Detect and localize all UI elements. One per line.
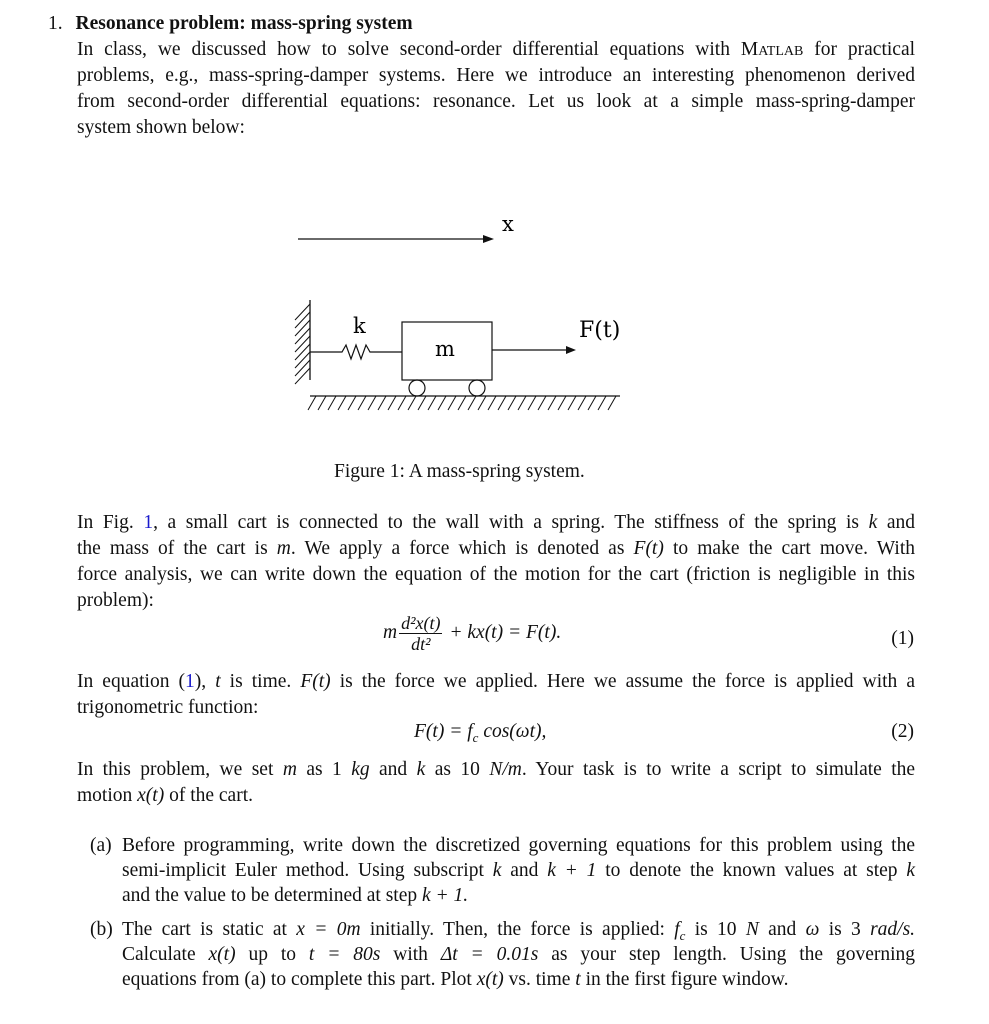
equation-1-number: (1): [891, 628, 914, 649]
cart-wheel-left: [409, 380, 425, 396]
x-arrow-head: [483, 235, 494, 243]
equation-2-number: (2): [891, 721, 914, 742]
matlab-name: Matlab: [740, 39, 804, 60]
para2-line-2: trigonometric function:: [77, 697, 259, 718]
equation-1: m $\frac{\text{d²x(t)}}{\text{dt²}}$ + kx(t) = F(t).: [383, 613, 562, 654]
x-label: x: [502, 212, 514, 236]
part-a-label: (a): [90, 835, 112, 856]
para1-line-4: problem):: [77, 590, 154, 611]
ground-hatching: [308, 396, 616, 410]
part-b-label: (b): [90, 919, 113, 940]
cart-wheel-right: [469, 380, 485, 396]
spring: [310, 345, 402, 359]
problem-heading: [48, 12, 413, 36]
part-b-line-2: Calculate x(t) up to t = 80s with Δt = 0.01s as your step length. Using the governing: [122, 944, 916, 965]
force-arrow-head: [566, 346, 576, 354]
para2-line-1: In equation (1), t is time. F(t) is the force we applied. Here we assume the force is applied with a: [77, 671, 915, 692]
mass-spring-diagram: [280, 200, 640, 430]
para1-line-2: the mass of the cart is m. We apply a force which is denoted as F(t) to make the cart move. With: [77, 538, 916, 559]
para1-line-1: In Fig. 1, a small cart is connected to the wall with a spring. The stiffness of the spring is k and: [77, 512, 916, 533]
wall-hatching: [295, 304, 310, 384]
part-a-line-1: Before programming, write down the discretized governing equations for this problem using the: [122, 835, 915, 856]
intro-line-3: from second-order differential equations: resonance. Let us look at a simple mass-spring-damper: [77, 91, 915, 112]
part-b-line-1: The cart is static at x = 0m initially. Then, the force is applied: $f_c$ is 10 N and ω is 3 rad/s.: [122, 919, 916, 943]
para3-line-1: In this problem, we set m as 1 kg and k as 10 N/m. Your task is to write a script to simulate the: [77, 759, 916, 780]
equation-2: $F(t) = f_c$ cos(ωt),: [414, 721, 547, 745]
intro-line-1: In class, we discussed how to solve second-order differential equations with Matlab for practical: [77, 39, 916, 60]
intro-line-2: problems, e.g., mass-spring-damper systems. Here we introduce an interesting phenomenon derived: [77, 65, 915, 86]
part-a-line-3: and the value to be determined at step k + 1.: [122, 885, 469, 906]
para3-line-2: motion x(t) of the cart.: [77, 785, 253, 806]
part-a-line-2: semi-implicit Euler method. Using subscript k and k + 1 to denote the known values at step k: [122, 860, 916, 881]
force-label: F(t): [579, 318, 621, 343]
problem-number: 1.: [48, 13, 63, 34]
figure-caption: Figure 1: A mass-spring system.: [334, 461, 585, 482]
k-label: k: [353, 314, 366, 338]
equation-ref-1[interactable]: 1: [185, 671, 195, 692]
para1-line-3: force analysis, we can write down the equation of the motion for the cart (friction is negligible in this: [77, 564, 915, 585]
figure-ref[interactable]: 1: [143, 512, 154, 533]
part-b-line-3: equations from (a) to complete this part. Plot x(t) vs. time t in the first figure window.: [122, 969, 789, 990]
m-label: m: [435, 337, 455, 361]
second-derivative-fraction: $\frac{\text{d²x(t)}}{\text{dt²}}$: [401, 613, 441, 654]
intro-line-4: system shown below:: [77, 117, 245, 138]
problem-title: Resonance problem: mass-spring system: [75, 13, 413, 34]
